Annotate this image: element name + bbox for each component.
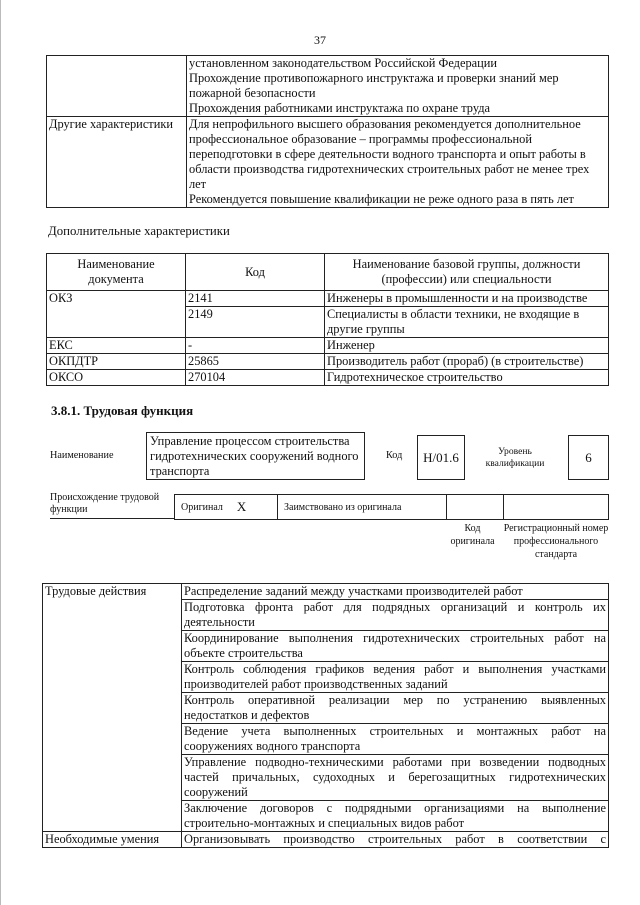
origin-code-cell [447, 495, 504, 519]
origin-reg-number-cell [504, 495, 608, 519]
cell-name: Инженеры в промышленности и на производстве [325, 291, 609, 307]
action-item: Контроль оперативной реализации мер по устранению выявленных недостатков и дефектов [182, 693, 609, 724]
function-code-box: H/01.6 [417, 435, 465, 480]
row-label [47, 56, 187, 117]
action-item: Подготовка фронта работ для подрядных организаций и контроль их деятельности [182, 600, 609, 631]
action-item: Заключение договоров с подрядными организациями на выполнение строительно-монтажных и специальных видов работ [182, 801, 609, 832]
table-row [43, 584, 609, 600]
cell-name: Инженер [325, 338, 609, 354]
table-row [47, 291, 609, 307]
origin-original-label: Оригинал [181, 501, 223, 513]
page-number: 37 [314, 33, 326, 47]
row-content [187, 117, 609, 208]
header-code: Код [186, 254, 325, 291]
cell-code: 2149 [186, 307, 325, 338]
cell-doc: ОКСО [47, 370, 186, 386]
qualification-level-label: Уровень квалификации [485, 446, 545, 469]
header-document: Наименование документа [47, 254, 186, 291]
action-item: Распределение заданий между участками производителей работ [182, 584, 609, 600]
header-name: Наименование базовой группы, должности (профессии) или специальности [325, 254, 609, 291]
cell-doc: ЕКС [47, 338, 186, 354]
table-row [43, 832, 609, 848]
row-label: Другие характеристики [47, 117, 187, 208]
origin-row [174, 494, 609, 520]
cell-code: 2141 [186, 291, 325, 307]
row-content [187, 56, 609, 117]
action-item: Ведение учета выполненных строительных и монтажных работ на сооружениях водного транспорта [182, 724, 609, 755]
table-row [47, 370, 609, 386]
name-label: Наименование [50, 450, 114, 461]
origin-label: Происхождение трудовой функции [50, 492, 174, 519]
text-line: Прохождение противопожарного инструктажа и проверки знаний мер пожарной безопасности [189, 71, 559, 100]
requirements-table [46, 55, 609, 208]
labor-actions-table [42, 583, 609, 848]
section-title: 3.8.1. Трудовая функция [51, 403, 194, 418]
origin-borrowed-cell: Заимствовано из оригинала [278, 495, 447, 519]
cell-name: Специалисты в области техники, не входящие в другие группы [325, 307, 609, 338]
table-row [47, 117, 609, 208]
cell-code: - [186, 338, 325, 354]
cell-doc: ОКЗ [47, 291, 186, 338]
actions-label: Трудовые действия [43, 584, 182, 832]
table-row [47, 56, 609, 117]
table-row [47, 338, 609, 354]
text-line: Для непрофильного высшего образования рекомендуется дополнительное профессиональное образование – программы профессиональной переподготовки в сфере деятельности водного транспорта и опыт работы в области производства гидротехнических строительных работ не менее трех лет [189, 117, 590, 191]
action-item: Координирование выполнения гидротехнических строительных работ на объекте строительства [182, 631, 609, 662]
page-edge [0, 0, 1, 905]
additional-characteristics-table [46, 253, 609, 386]
reg-number-caption: Регистрационный номер профессионального стандарта [503, 523, 609, 560]
text-line: Рекомендуется повышение квалификации не реже одного раза в пять лет [189, 192, 574, 206]
additional-characteristics-title: Дополнительные характеристики [48, 224, 230, 238]
text-line: установленном законодательством Российской Федерации [189, 56, 498, 70]
cell-code: 25865 [186, 354, 325, 370]
origin-original-cell [175, 495, 278, 519]
cell-name: Производитель работ (прораб) (в строительстве) [325, 354, 609, 370]
action-item: Управление подводно-техническими работами при возведении подводных частей причальных, судоходных и берегозащитных гидротехнических сооружений [182, 755, 609, 801]
cell-doc: ОКПДТР [47, 354, 186, 370]
code-label: Код [386, 450, 403, 461]
function-name-box: Управление процессом строительства гидротехнических сооружений водного транспорта [146, 432, 365, 480]
qualification-level-box: 6 [568, 435, 609, 480]
cell-code: 270104 [186, 370, 325, 386]
table-header-row [47, 254, 609, 291]
origin-code-caption: Код оригинала [450, 523, 495, 547]
table-row [47, 354, 609, 370]
text-line: Прохождения работниками инструктажа по охране труда [189, 101, 491, 115]
action-item: Контроль соблюдения графиков ведения работ и выполнения участками производителей работ производственных заданий [182, 662, 609, 693]
origin-mark: X [236, 499, 247, 514]
cell-name: Гидротехническое строительство [325, 370, 609, 386]
skill-item: Организовывать производство строительных работ в соответствии с [182, 832, 609, 848]
skills-label: Необходимые умения [43, 832, 182, 848]
